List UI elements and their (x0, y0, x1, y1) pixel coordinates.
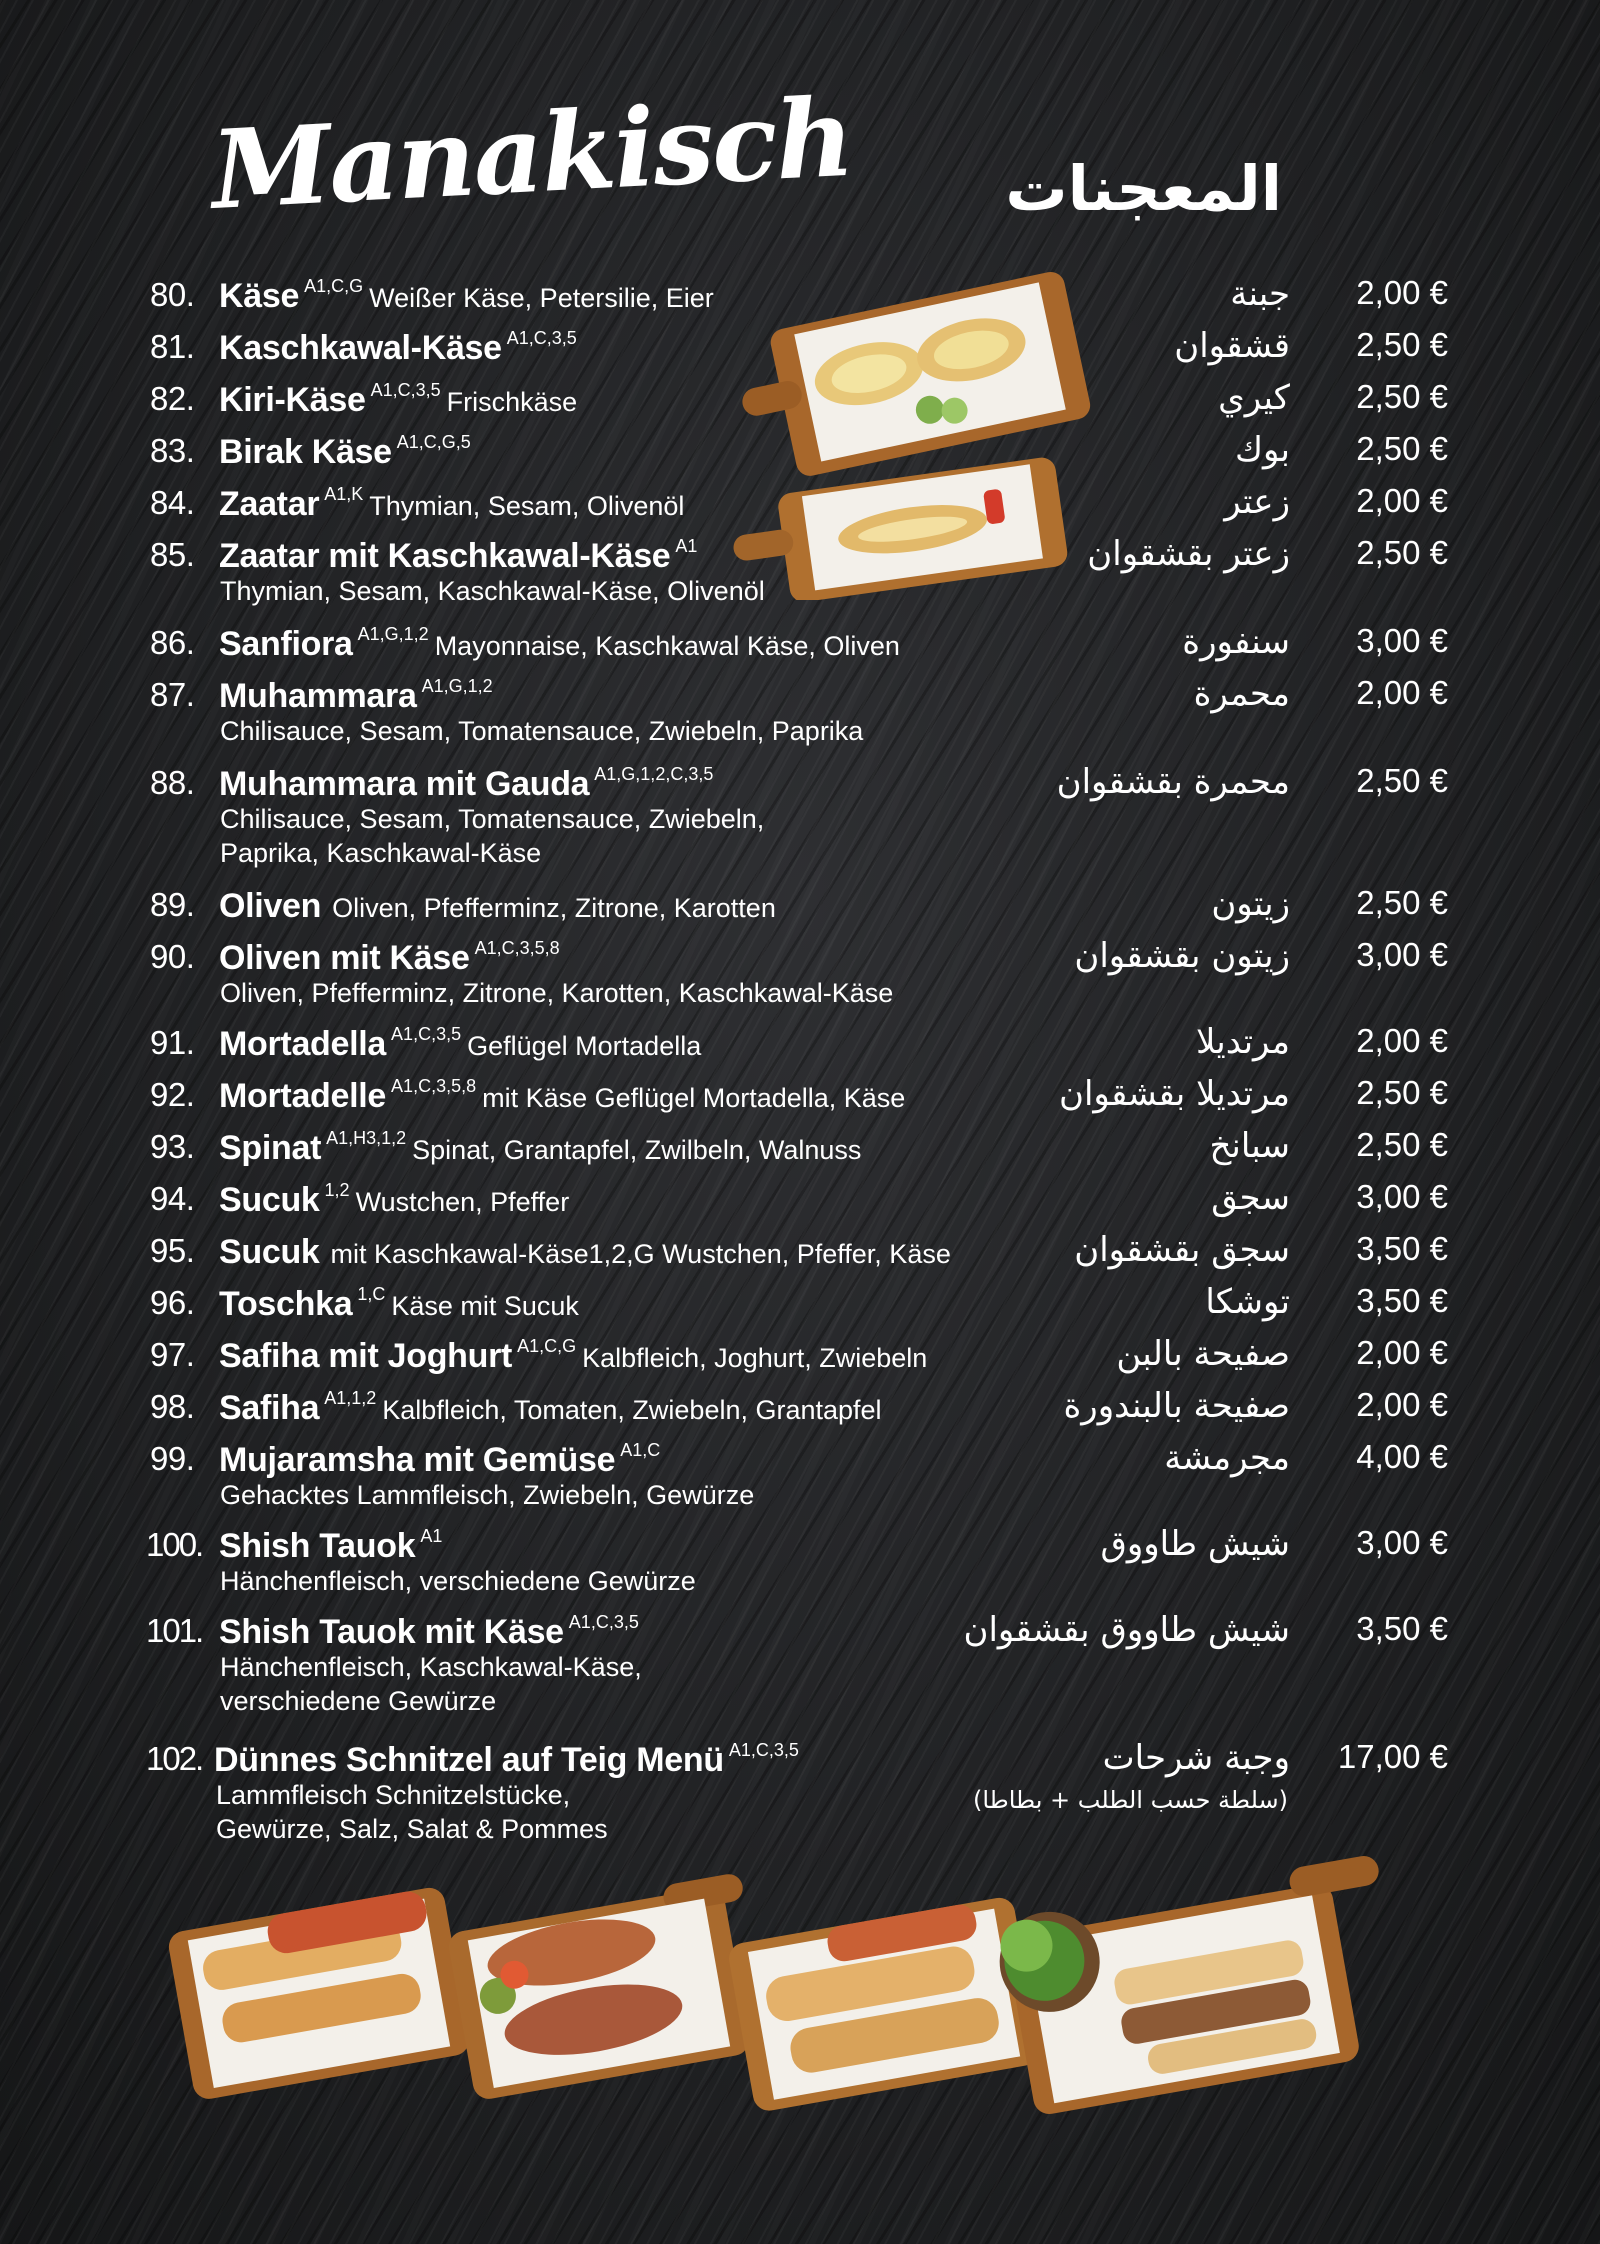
item-title-line (219, 432, 477, 472)
item-number: 89. (150, 886, 195, 923)
allergen-codes: A1,C,G,5 (396, 432, 471, 452)
item-price: 17,00 € (1337, 1738, 1448, 1775)
allergen-codes: A1,C,G (304, 276, 364, 296)
item-name: Safiha mit Joghurt (219, 1337, 513, 1375)
allergen-codes: A1,C,3,5 (370, 380, 441, 400)
item-description-line: Hänchenfleisch, Kaschkawal-Käse, (220, 1652, 642, 1682)
allergen-codes: A1,G,1,2 (357, 624, 429, 644)
item-name: Sucuk (219, 1233, 320, 1271)
item-name: Dünnes Schnitzel auf Teig Menü (214, 1741, 724, 1779)
item-name-arabic: شيش طاووق (1100, 1524, 1290, 1564)
item-title-line (219, 764, 719, 804)
item-title-line (219, 624, 900, 664)
allergen-codes: 1,2 (324, 1180, 350, 1200)
allergen-codes: 1,C (357, 1284, 386, 1304)
item-description: Frischkäse (446, 387, 578, 417)
item-title-line (219, 380, 577, 420)
item-number: 91. (150, 1024, 195, 1061)
item-name: Kaschkawal-Käse (219, 329, 502, 367)
item-number: 95. (150, 1232, 195, 1269)
item-title-line (219, 1076, 905, 1116)
item-number: 81. (150, 328, 195, 365)
item-price: 2,50 € (1356, 1126, 1448, 1163)
item-price: 3,50 € (1356, 1230, 1448, 1267)
item-name: Sanfiora (219, 625, 353, 663)
item-price: 2,50 € (1356, 534, 1448, 571)
item-number: 101. (146, 1612, 203, 1649)
item-name: Muhammara mit Gauda (219, 765, 590, 803)
item-title-line (219, 328, 583, 368)
item-number: 85. (150, 536, 195, 573)
item-price: 3,00 € (1356, 1524, 1448, 1561)
item-price: 3,50 € (1356, 1610, 1448, 1647)
item-title-line (219, 1232, 951, 1272)
item-name-arabic: كيري (1218, 378, 1290, 418)
item-price: 2,50 € (1356, 378, 1448, 415)
item-name-arabic: بوك (1234, 430, 1290, 470)
item-title-line (219, 536, 703, 576)
allergen-codes: A1,K (324, 484, 364, 504)
item-price: 2,00 € (1356, 1386, 1448, 1423)
item-title-line (219, 1526, 448, 1566)
item-title-line (219, 1612, 645, 1652)
menu-title-latin: Manakisch (208, 74, 856, 234)
item-title-line (219, 484, 684, 524)
item-description-line: Hänchenfleisch, verschiedene Gewürze (220, 1566, 696, 1596)
item-price: 3,00 € (1356, 936, 1448, 973)
item-price: 2,50 € (1356, 430, 1448, 467)
item-name: Safiha (219, 1389, 320, 1427)
item-name: Oliven (219, 887, 322, 925)
food-image-bottom (160, 1850, 1450, 2140)
allergen-codes: A1,1,2 (324, 1388, 377, 1408)
item-name-arabic: جبنة (1230, 274, 1290, 314)
item-price: 2,00 € (1356, 674, 1448, 711)
item-name-arabic: مجرمشة (1164, 1438, 1290, 1478)
item-description-line: Thymian, Sesam, Kaschkawal-Käse, Olivenöl (220, 576, 765, 606)
item-name: Birak Käse (219, 433, 392, 471)
item-price: 3,00 € (1356, 622, 1448, 659)
item-price: 2,00 € (1356, 1334, 1448, 1371)
item-title-line (219, 1388, 882, 1428)
item-name-arabic: سجق بقشقوان (1074, 1230, 1290, 1270)
item-price: 2,00 € (1356, 482, 1448, 519)
item-price: 2,50 € (1356, 762, 1448, 799)
item-price: 4,00 € (1356, 1438, 1448, 1475)
item-name-arabic: سجق (1211, 1178, 1290, 1218)
allergen-codes: A1,H3,1,2 (326, 1128, 407, 1148)
item-description: Mayonnaise, Kaschkawal Käse, Oliven (434, 631, 900, 661)
item-title-line (219, 886, 776, 926)
menu-title-arabic: المعجنات (1005, 152, 1282, 225)
item-number: 98. (150, 1388, 195, 1425)
item-title-line (219, 1128, 861, 1168)
item-name: Spinat (219, 1129, 322, 1167)
item-title-line (219, 1180, 569, 1220)
item-name-arabic: محمرة (1193, 674, 1290, 714)
item-name-arabic: مرتديلا (1195, 1022, 1290, 1062)
item-number: 87. (150, 676, 195, 713)
item-description: mit Kaschkawal-Käse1,2,G Wustchen, Pfeffer, Käse (330, 1239, 951, 1269)
item-description-line: Oliven, Pfefferminz, Zitrone, Karotten, Kaschkawal-Käse (220, 978, 894, 1008)
item-number: 82. (150, 380, 195, 417)
allergen-codes: A1 (675, 536, 698, 556)
item-price: 2,50 € (1356, 1074, 1448, 1111)
item-name: Shish Tauok (219, 1527, 416, 1565)
item-number: 92. (150, 1076, 195, 1113)
allergen-codes: A1,C,3,5 (506, 328, 577, 348)
item-name: Mujaramsha mit Gemüse (219, 1441, 616, 1479)
item-description: Kalbfleich, Joghurt, Zwiebeln (582, 1343, 928, 1373)
item-description: Käse mit Sucuk (391, 1291, 579, 1321)
allergen-codes: A1,C (620, 1440, 661, 1460)
item-name: Muhammara (219, 677, 417, 715)
item-name-arabic: سنفورة (1182, 622, 1290, 662)
item-description: Geflügel Mortadella (467, 1031, 702, 1061)
item-name: Sucuk (219, 1181, 320, 1219)
allergen-codes: A1 (420, 1526, 443, 1546)
item-number: 93. (150, 1128, 195, 1165)
item-description-line: Chilisauce, Sesam, Tomatensauce, Zwiebeln, (220, 804, 765, 834)
item-name-arabic: زعتر بقشقوان (1087, 534, 1290, 574)
item-name: Shish Tauok mit Käse (219, 1613, 564, 1651)
item-number: 84. (150, 484, 195, 521)
item-price: 2,50 € (1356, 884, 1448, 921)
allergen-codes: A1,C,3,5 (568, 1612, 639, 1632)
item-name-arabic: وجبة شرحات (1102, 1738, 1290, 1778)
item-name: Zaatar (219, 485, 320, 523)
item-name: Mortadelle (219, 1077, 387, 1115)
item-number: 83. (150, 432, 195, 469)
item-name-arabic: قشقوان (1174, 326, 1290, 366)
item-title-line (214, 1740, 805, 1780)
item-number: 96. (150, 1284, 195, 1321)
item-description: Oliven, Pfefferminz, Zitrone, Karotten (332, 893, 776, 923)
item-price: 3,50 € (1356, 1282, 1448, 1319)
item-title-line (219, 1440, 666, 1480)
allergen-codes: A1,C,3,5 (728, 1740, 799, 1760)
item-number: 94. (150, 1180, 195, 1217)
item-name: Oliven mit Käse (219, 939, 470, 977)
item-name-arabic: سبانخ (1209, 1126, 1290, 1166)
item-price: 3,00 € (1356, 1178, 1448, 1215)
item-description: Spinat, Grantapfel, Zwilbeln, Walnuss (412, 1135, 862, 1165)
item-note-arabic: (سلطة حسب الطلب + بطاطا) (972, 1786, 1288, 1814)
item-description: Thymian, Sesam, Olivenöl (369, 491, 685, 521)
item-description-line: Paprika, Kaschkawal-Käse (220, 838, 542, 868)
item-description: Weißer Käse, Petersilie, Eier (369, 283, 714, 313)
allergen-codes: A1,C,3,5,8 (474, 938, 560, 958)
item-number: 86. (150, 624, 195, 661)
item-name-arabic: مرتديلا بقشقوان (1058, 1074, 1290, 1114)
item-name: Käse (219, 277, 300, 315)
allergen-codes: A1,C,3,5,8 (391, 1076, 477, 1096)
item-title-line (219, 1024, 701, 1064)
item-title-line (219, 276, 714, 316)
item-title-line (219, 938, 566, 978)
item-name: Zaatar mit Kaschkawal-Käse (219, 537, 671, 575)
item-number: 80. (150, 276, 195, 313)
item-name-arabic: توشكا (1205, 1282, 1290, 1322)
item-name: Mortadella (219, 1025, 387, 1063)
item-description-line: Gewürze, Salz, Salat & Pommes (216, 1814, 608, 1844)
item-description-line: Gehacktes Lammfleisch, Zwiebeln, Gewürze (220, 1480, 755, 1510)
item-name-arabic: صفيحة بالبن (1116, 1334, 1290, 1374)
item-description: mit Käse Geflügel Mortadella, Käse (482, 1083, 906, 1113)
item-description-line: Chilisauce, Sesam, Tomatensauce, Zwiebeln, Paprika (220, 716, 864, 746)
allergen-codes: A1,G,1,2 (421, 676, 493, 696)
item-description-line: verschiedene Gewürze (220, 1686, 497, 1716)
item-price: 2,50 € (1356, 326, 1448, 363)
item-title-line (219, 676, 499, 716)
item-name: Toschka (219, 1285, 353, 1323)
allergen-codes: A1,G,1,2,C,3,5 (594, 764, 714, 784)
item-description: Kalbfleich, Tomaten, Zwiebeln, Grantapfel (382, 1395, 882, 1425)
item-number: 90. (150, 938, 195, 975)
allergen-codes: A1,C,3,5 (391, 1024, 462, 1044)
item-name-arabic: صفيحة بالبندورة (1063, 1386, 1290, 1426)
item-name-arabic: زعتر (1224, 482, 1290, 522)
item-number: 99. (150, 1440, 195, 1477)
item-price: 2,00 € (1356, 1022, 1448, 1059)
item-number: 97. (150, 1336, 195, 1373)
item-number: 102. (146, 1740, 203, 1777)
item-name: Kiri-Käse (219, 381, 366, 419)
item-description-line: Lammfleisch Schnitzelstücke, (216, 1780, 571, 1810)
item-number: 100. (146, 1526, 203, 1563)
item-name-arabic: زيتون (1211, 884, 1290, 924)
item-name-arabic: محمرة بقشقوان (1056, 762, 1290, 802)
item-number: 88. (150, 764, 195, 801)
food-image-top (720, 270, 1140, 600)
item-description: Wustchen, Pfeffer (355, 1187, 570, 1217)
item-name-arabic: زيتون بقشقوان (1074, 936, 1290, 976)
item-price: 2,00 € (1356, 274, 1448, 311)
item-title-line (219, 1336, 927, 1376)
item-title-line (219, 1284, 579, 1324)
allergen-codes: A1,C,G (517, 1336, 577, 1356)
item-name-arabic: شيش طاووق بقشقوان (963, 1610, 1290, 1650)
